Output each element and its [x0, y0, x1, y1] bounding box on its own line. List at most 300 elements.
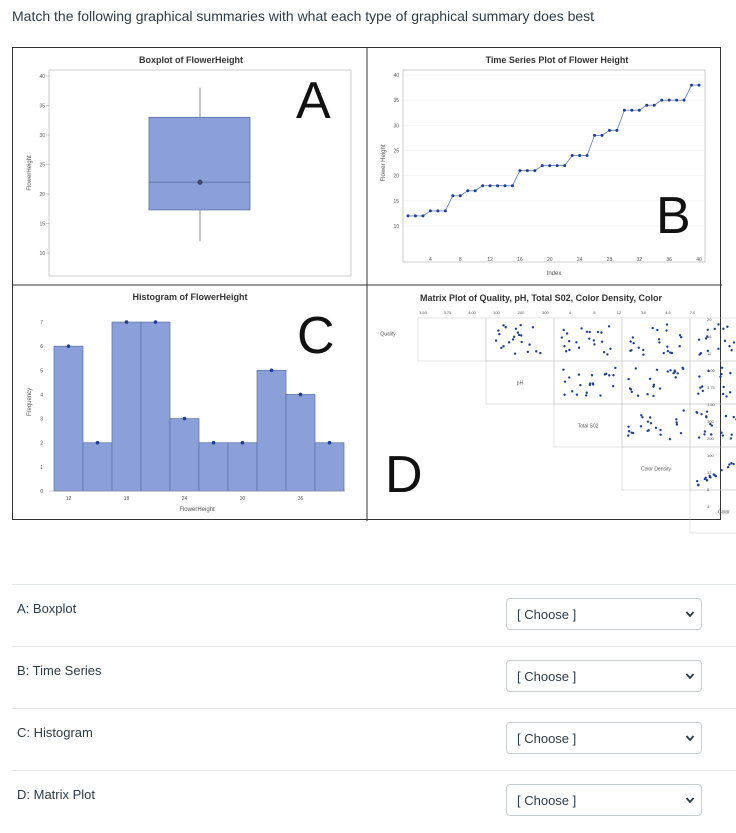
- answer-label-d: D: Matrix Plot: [17, 787, 96, 802]
- matrix-point: [637, 395, 639, 397]
- matrix-point: [727, 466, 729, 468]
- histogram-ytick: 2: [40, 440, 43, 447]
- matrix-point: [603, 351, 605, 353]
- matrix-point: [612, 374, 614, 376]
- boxplot-ytick: 10: [39, 251, 45, 257]
- matrix-point: [729, 391, 731, 393]
- boxplot-box: [149, 117, 250, 210]
- matrix-point: [655, 427, 657, 429]
- matrix-point: [733, 341, 735, 343]
- matrix-variable-label: pH: [516, 380, 524, 387]
- timeseries-point: [533, 169, 536, 172]
- matrix-point: [700, 413, 702, 415]
- timeseries-letter: B: [656, 187, 691, 245]
- answer-select-d-value: [ Choose ]: [517, 793, 577, 808]
- matrix-top-tick: 100: [493, 310, 500, 315]
- histogram-letter: C: [297, 307, 335, 365]
- timeseries-ytick: 20: [393, 173, 399, 180]
- histogram-bar: [141, 322, 170, 491]
- matrix-point: [717, 323, 719, 325]
- matrix-top-tick: 12: [616, 310, 622, 315]
- matrix-point: [699, 387, 701, 389]
- matrix-point: [589, 331, 591, 333]
- matrix-point: [586, 392, 588, 394]
- boxplot-ytick: 35: [39, 103, 45, 110]
- matrix-point: [642, 349, 644, 351]
- boxplot-ytick: 30: [39, 133, 45, 139]
- matrix-right-tick: 4.00: [707, 368, 715, 373]
- matrix-point: [527, 351, 529, 353]
- histogram-bar-point: [125, 320, 129, 324]
- matrix-point: [722, 434, 724, 436]
- timeseries-xlabel: Index: [546, 271, 562, 277]
- histogram-bar-point: [241, 441, 245, 445]
- histogram-bar: [54, 346, 83, 491]
- matrix-point: [728, 345, 730, 347]
- histogram-ytick: 4: [40, 392, 43, 399]
- boxplot-chart: [27, 55, 351, 276]
- timeseries-point: [421, 214, 424, 217]
- matrix-point: [728, 463, 730, 465]
- matrix-point: [579, 384, 581, 386]
- timeseries-point: [504, 184, 507, 187]
- histogram-bar-point: [183, 417, 187, 421]
- histogram-ylabel: Frequency: [27, 387, 33, 417]
- matrix-point: [725, 415, 727, 417]
- timeseries-point: [556, 164, 559, 167]
- matrix-point: [722, 328, 724, 330]
- matrix-point: [568, 340, 570, 342]
- matrix-point: [630, 431, 632, 433]
- matrix-point: [566, 332, 568, 334]
- histogram-xtick: 30: [239, 496, 246, 502]
- matrix-point: [711, 424, 713, 426]
- answer-label-b: B: Time Series: [17, 663, 102, 678]
- matrix-point: [568, 376, 570, 378]
- matrix-point: [715, 475, 717, 477]
- timeseries-xtick: 20: [546, 257, 553, 263]
- matrix-point: [676, 372, 678, 374]
- matrix-point: [651, 327, 653, 329]
- matrix-point: [725, 395, 727, 397]
- timeseries-point: [429, 209, 432, 212]
- matrix-point: [500, 347, 502, 349]
- timeseries-point: [623, 109, 626, 112]
- histogram-ytick: 5: [40, 368, 43, 375]
- matrix-top-tick: 200: [517, 310, 525, 315]
- timeseries-point: [548, 164, 551, 167]
- timeseries-xtick: 4: [428, 257, 432, 263]
- answer-label-a: A: Boxplot: [17, 601, 77, 616]
- matrix-point: [704, 430, 706, 432]
- matrix-point: [628, 430, 630, 432]
- answer-select-b-value: [ Choose ]: [517, 669, 577, 684]
- matrix-cell: [690, 318, 736, 361]
- matrix-right-tick: 8: [707, 487, 710, 492]
- matrix-point: [640, 414, 642, 416]
- matrix-point: [630, 388, 632, 390]
- matrix-point: [663, 352, 665, 354]
- matrix-point: [512, 338, 514, 340]
- histogram-bar-point: [154, 320, 158, 324]
- matrix-point: [698, 353, 700, 355]
- chevron-down-icon: [685, 733, 695, 743]
- matrix-point: [666, 323, 668, 325]
- matrix-point: [515, 328, 517, 330]
- matrix-point: [669, 369, 671, 371]
- boxplot-ytick: 40: [39, 74, 45, 80]
- matrix-point: [680, 336, 682, 338]
- matrix-point: [704, 478, 706, 480]
- matrix-point: [667, 370, 669, 372]
- timeseries-xtick: 28: [606, 257, 613, 263]
- matrix-point: [656, 329, 658, 331]
- histogram-xtick: 18: [123, 496, 130, 502]
- matrix-point: [731, 433, 733, 435]
- matrix-right-tick: 12: [707, 351, 712, 356]
- matrix-point: [721, 367, 723, 369]
- matrix-point: [698, 436, 700, 438]
- matrix-cell: [622, 361, 690, 404]
- matrix-point: [575, 341, 577, 343]
- matrix-point: [564, 380, 566, 382]
- answer-select-d[interactable]: [506, 784, 702, 816]
- chevron-down-icon: [685, 609, 695, 619]
- matrix-point: [666, 346, 668, 348]
- timeseries-point: [698, 84, 701, 87]
- timeseries-point: [474, 189, 477, 192]
- matrix-point: [652, 385, 654, 387]
- matrix-variable-label: Quality: [380, 331, 396, 338]
- matrix-point: [672, 372, 674, 374]
- matrix-point: [707, 329, 709, 331]
- histogram-bar-point: [328, 441, 332, 445]
- histogram-ytick: 3: [40, 416, 43, 423]
- matrix-top-tick: 3.75: [443, 310, 452, 315]
- matrix-point: [561, 336, 563, 338]
- matrix-point: [517, 331, 519, 333]
- histogram-ytick: 1: [40, 464, 43, 471]
- matrix-right-tick: 200: [707, 436, 714, 441]
- matrix-point: [563, 329, 565, 331]
- matrix-point: [676, 423, 678, 425]
- timeseries-point: [541, 164, 544, 167]
- matrix-variable-label: Total S02: [577, 423, 599, 430]
- matrix-top-tick: 4.00: [468, 310, 476, 315]
- matrix-point: [601, 341, 603, 343]
- boxplot-letter: A: [296, 72, 331, 130]
- histogram-bar-point: [270, 369, 274, 373]
- answer-row-c: [12, 708, 736, 771]
- boxplot-ytick: 20: [39, 192, 45, 198]
- matrix-point: [696, 412, 698, 414]
- matrix-point: [508, 341, 510, 343]
- histogram-bar: [315, 443, 344, 491]
- matrix-point: [568, 349, 570, 351]
- matrix-point: [614, 367, 616, 369]
- timeseries-point: [436, 209, 439, 212]
- matrix-point: [675, 418, 677, 420]
- matrix-point: [631, 391, 633, 393]
- histogram-ytick: 6: [40, 344, 43, 351]
- matrix-point: [589, 382, 591, 384]
- matrix-cell: [622, 318, 690, 361]
- matrix-top-tick: 300: [542, 310, 549, 315]
- matrix-point: [504, 326, 506, 328]
- matrix-point: [730, 462, 732, 464]
- matrix-point: [502, 345, 504, 347]
- matrix-cell: [622, 404, 690, 447]
- matrix-point: [640, 425, 642, 427]
- timeseries-xtick: 32: [636, 257, 643, 263]
- charts-figure: [12, 47, 730, 520]
- answer-row-b: [12, 646, 736, 709]
- timeseries-ytick: 15: [393, 198, 399, 205]
- matrix-point: [652, 395, 654, 397]
- matrix-point: [706, 479, 708, 481]
- boxplot-ylabel: FlowerHeight: [27, 155, 33, 191]
- matrix-cell: [418, 318, 486, 361]
- timeseries-point: [414, 214, 417, 217]
- matrix-point: [717, 348, 719, 350]
- matrix-point: [647, 420, 649, 422]
- matrix-point: [532, 326, 534, 328]
- matrix-point: [518, 334, 520, 336]
- timeseries-point: [593, 134, 596, 137]
- matrix-point: [612, 385, 614, 387]
- answer-select-a-value: [ Choose ]: [517, 607, 577, 622]
- matrix-point: [513, 336, 515, 338]
- matrix-point: [646, 393, 648, 395]
- matrix-point: [719, 376, 721, 378]
- matrix-point: [600, 331, 602, 333]
- histogram-ytick: 7: [40, 320, 43, 327]
- matrix-chart: [380, 293, 736, 533]
- matrix-point: [659, 387, 661, 389]
- matrix-point: [706, 410, 708, 412]
- matrix-point: [720, 431, 722, 433]
- matrix-point: [563, 394, 565, 396]
- matrix-letter: D: [385, 446, 423, 504]
- timeseries-point: [675, 99, 678, 102]
- matrix-point: [659, 434, 661, 436]
- timeseries-point: [459, 194, 462, 197]
- matrix-point: [637, 347, 639, 349]
- matrix-point: [659, 429, 661, 431]
- matrix-point: [519, 324, 521, 326]
- matrix-point: [585, 394, 587, 396]
- matrix-point: [714, 328, 716, 330]
- timeseries-point: [466, 189, 469, 192]
- timeseries-point: [489, 184, 492, 187]
- matrix-point: [520, 341, 522, 343]
- matrix-point: [709, 476, 711, 478]
- matrix-point: [498, 333, 500, 335]
- histogram-bar: [257, 370, 286, 491]
- matrix-point: [696, 480, 698, 482]
- matrix-point: [698, 375, 700, 377]
- matrix-point: [682, 368, 684, 370]
- histogram-bar-point: [67, 344, 71, 348]
- matrix-point: [599, 394, 601, 396]
- boxplot-ytick: 15: [39, 221, 45, 228]
- matrix-point: [678, 345, 680, 347]
- matrix-right-tick: 3.75: [707, 385, 715, 390]
- timeseries-xtick: 16: [517, 257, 523, 263]
- matrix-point: [632, 336, 634, 338]
- matrix-point: [632, 342, 634, 344]
- matrix-point: [593, 343, 595, 345]
- charts-svg: [13, 48, 730, 521]
- matrix-point: [563, 345, 565, 347]
- histogram-bar-point: [212, 441, 216, 445]
- matrix-title: Matrix Plot of Quality, pH, Total S02, Color Density, Color: [419, 293, 663, 303]
- matrix-point: [591, 374, 593, 376]
- matrix-point: [606, 353, 608, 355]
- timeseries-point: [653, 104, 656, 107]
- timeseries-ytick: 35: [393, 98, 399, 105]
- matrix-point: [609, 348, 611, 350]
- boxplot-title: Boxplot of FlowerHeight: [139, 55, 243, 65]
- matrix-point: [495, 339, 497, 341]
- matrix-point: [578, 347, 580, 349]
- matrix-point: [562, 369, 564, 371]
- timeseries-point: [645, 104, 648, 107]
- matrix-point: [658, 338, 660, 340]
- timeseries-point: [660, 99, 663, 102]
- matrix-top-tick: 4.5: [665, 310, 671, 315]
- matrix-point: [730, 437, 732, 439]
- timeseries-point: [601, 134, 604, 137]
- matrix-point: [726, 326, 728, 328]
- histogram-xtick: 24: [181, 496, 188, 502]
- timeseries-point: [586, 154, 589, 157]
- matrix-right-tick: 12: [707, 470, 712, 475]
- matrix-point: [703, 433, 705, 435]
- histogram-bar-point: [299, 393, 303, 397]
- matrix-point: [697, 393, 699, 395]
- histogram-bar: [199, 443, 228, 491]
- timeseries-point: [526, 169, 529, 172]
- matrix-point: [535, 350, 537, 352]
- histogram-bar-point: [96, 441, 100, 445]
- timeseries-point: [563, 164, 566, 167]
- timeseries-point: [444, 209, 447, 212]
- histogram-title: Histogram of FlowerHeight: [132, 292, 248, 302]
- timeseries-point: [683, 99, 686, 102]
- matrix-right-tick: 300: [707, 419, 714, 424]
- matrix-point: [629, 350, 631, 352]
- histogram-xtick: 36: [297, 496, 304, 502]
- matrix-top-tick: 3.0: [640, 310, 647, 315]
- matrix-point: [627, 426, 629, 428]
- boxplot-mean-point: [197, 180, 202, 185]
- matrix-point: [520, 334, 522, 336]
- matrix-right-tick: 16: [707, 334, 712, 339]
- answer-select-b[interactable]: [506, 660, 702, 692]
- matrix-point: [733, 416, 735, 418]
- matrix-variable-label: Color Density: [640, 466, 672, 473]
- matrix-point: [608, 325, 610, 327]
- answer-row-a: [12, 584, 736, 647]
- chevron-down-icon: [685, 795, 695, 805]
- matrix-point: [702, 390, 704, 392]
- matrix-point: [730, 349, 732, 351]
- matrix-point: [697, 484, 699, 486]
- timeseries-title: Time Series Plot of Flower Height: [485, 55, 629, 65]
- answer-row-d: [12, 770, 736, 833]
- matrix-point: [565, 350, 567, 352]
- matrix-top-tick: 8: [593, 310, 596, 315]
- answer-select-c-value: [ Choose ]: [517, 731, 577, 746]
- matrix-right-tick: 20: [707, 317, 712, 322]
- timeseries-point: [578, 154, 581, 157]
- matrix-point: [683, 409, 685, 411]
- timeseries-xtick: 24: [576, 257, 583, 263]
- timeseries-ytick: 10: [393, 224, 399, 230]
- matrix-top-tick: 7.0: [689, 310, 696, 315]
- matrix-top-tick: 3.50: [419, 310, 427, 315]
- matrix-right-tick: 4: [707, 504, 710, 509]
- matrix-point: [674, 369, 676, 371]
- histogram-bar: [228, 443, 257, 491]
- boxplot-ytick: 25: [39, 162, 45, 169]
- matrix-point: [502, 324, 504, 326]
- matrix-point: [667, 350, 669, 352]
- question-text: Match the following graphical summaries with what each type of graphical summary does best: [12, 8, 595, 24]
- matrix-cell: [554, 318, 622, 361]
- timeseries-point: [451, 194, 454, 197]
- matrix-point: [514, 352, 516, 354]
- timeseries-xtick: 8: [458, 257, 462, 263]
- matrix-right-tick: 100: [707, 453, 714, 458]
- answer-select-c[interactable]: [506, 722, 702, 754]
- chevron-down-icon: [685, 671, 695, 681]
- matrix-point: [680, 432, 682, 434]
- timeseries-ytick: 30: [393, 123, 399, 130]
- matrix-point: [675, 421, 677, 423]
- matrix-point: [724, 340, 726, 342]
- timeseries-point: [481, 184, 484, 187]
- timeseries-point: [571, 154, 574, 157]
- matrix-point: [649, 378, 651, 380]
- matrix-point: [732, 463, 734, 465]
- matrix-point: [646, 430, 648, 432]
- matrix-point: [597, 331, 599, 333]
- answer-select-a[interactable]: [506, 598, 702, 630]
- matrix-point: [627, 434, 629, 436]
- timeseries-point: [496, 184, 499, 187]
- timeseries-point: [407, 214, 410, 217]
- matrix-point: [539, 352, 541, 354]
- timeseries-point: [615, 129, 618, 132]
- timeseries-point: [638, 109, 641, 112]
- matrix-point: [635, 367, 637, 369]
- histogram-bar: [170, 419, 199, 491]
- histogram-bar: [112, 322, 141, 491]
- matrix-point: [593, 339, 595, 341]
- matrix-right-tick: 3.50: [707, 402, 715, 407]
- timeseries-point: [518, 169, 521, 172]
- matrix-point: [720, 373, 722, 375]
- matrix-point: [658, 341, 660, 343]
- timeseries-point: [668, 99, 671, 102]
- matrix-point: [608, 374, 610, 376]
- matrix-point: [679, 334, 681, 336]
- matrix-top-tick: 4: [568, 310, 572, 315]
- matrix-point: [642, 353, 644, 355]
- timeseries-point: [630, 109, 633, 112]
